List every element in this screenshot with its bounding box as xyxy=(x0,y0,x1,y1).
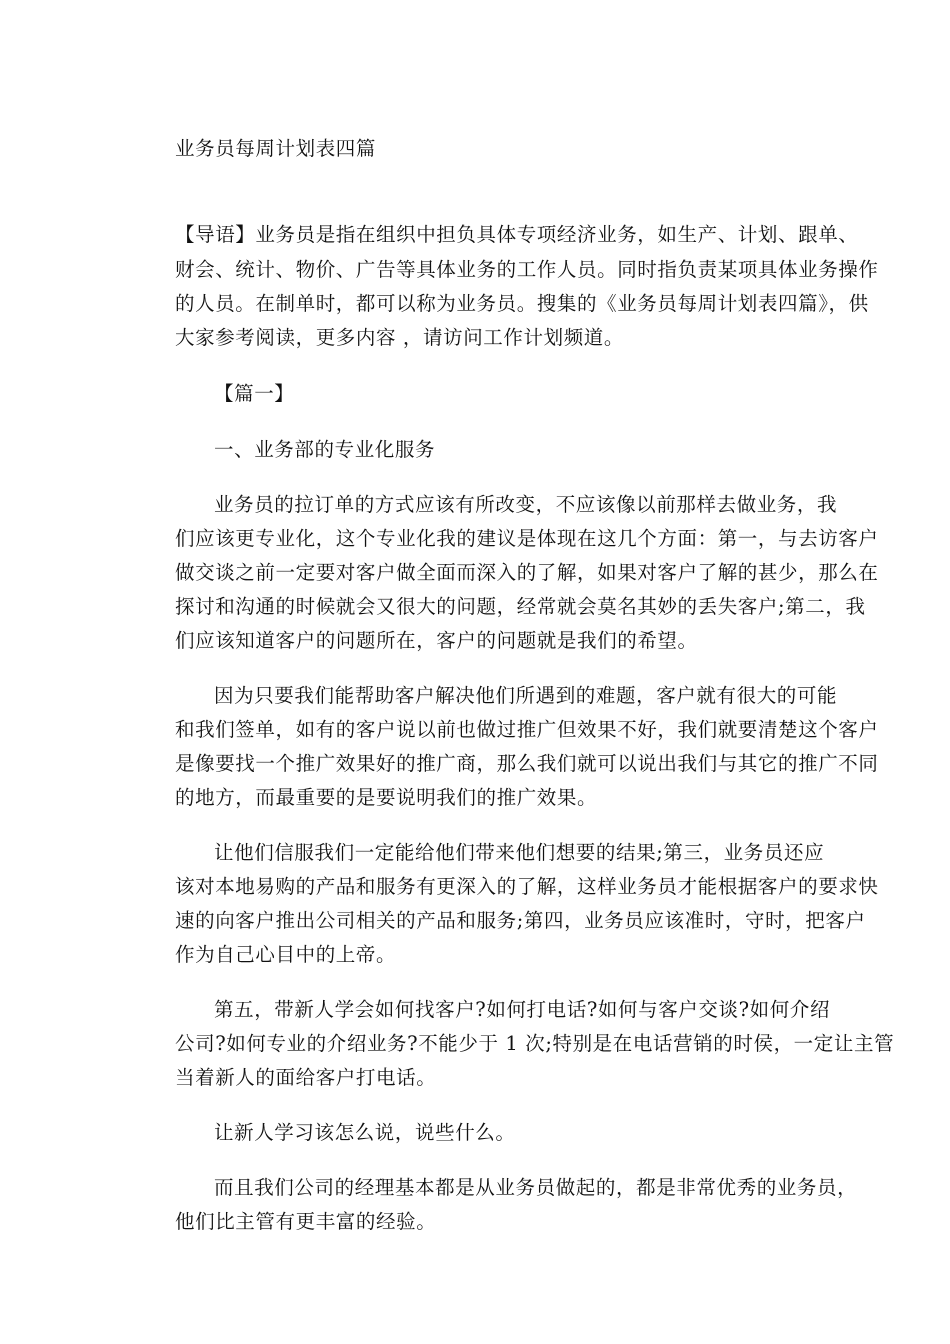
paragraph-line: 第五，带新人学会如何找客户?如何打电话?如何与客户交谈?如何介绍 xyxy=(214,998,831,1021)
paragraph-line: 探讨和沟通的时候就会又很大的问题，经常就会莫名其妙的丢失客户;第二，我 xyxy=(175,595,866,618)
paragraph-line: 该对本地易购的产品和服务有更深入的了解，这样业务员才能根据客户的要求快 xyxy=(175,875,879,898)
paragraph-line: 他们比主管有更丰富的经验。 xyxy=(175,1210,437,1233)
paragraph-line: 们应该更专业化，这个专业化我的建议是体现在这几个方面：第一，与去访客户 xyxy=(175,527,879,550)
paragraph-line: 作为自己心目中的上帝。 xyxy=(175,943,397,966)
document-title: 业务员每周计划表四篇 xyxy=(175,137,377,160)
intro-line: 大家参考阅读，更多内容 ，请访问工作计划频道。 xyxy=(175,326,624,349)
paragraph-line: 让新人学习该怎么说，说些什么。 xyxy=(214,1121,516,1144)
paragraph-line: 让他们信服我们一定能给他们带来他们想要的结果;第三，业务员还应 xyxy=(214,841,825,864)
paragraph-line: 公司?如何专业的介绍业务?不能少于 1 次;特别是在电话营销的时侯，一定让主管 xyxy=(175,1032,895,1055)
section-subheading: 一、业务部的专业化服务 xyxy=(214,438,436,461)
paragraph-line: 是像要找一个推广效果好的推广商，那么我们就可以说出我们与其它的推广不同 xyxy=(175,752,879,775)
paragraph-line: 速的向客户推出公司相关的产品和服务;第四，业务员应该准时，守时，把客户 xyxy=(175,909,866,932)
paragraph-line: 们应该知道客户的问题所在，客户的问题就是我们的希望。 xyxy=(175,629,698,652)
paragraph-line: 业务员的拉订单的方式应该有所改变，不应该像以前那样去做业务，我 xyxy=(214,493,838,516)
paragraph-line: 因为只要我们能帮助客户解决他们所遇到的难题，客户就有很大的可能 xyxy=(214,684,838,707)
paragraph-line: 和我们签单，如有的客户说以前也做过推广但效果不好，我们就要清楚这个客户 xyxy=(175,718,879,741)
paragraph-line: 的地方，而最重要的是要说明我们的推广效果。 xyxy=(175,786,598,809)
paragraph-line: 当着新人的面给客户打电话。 xyxy=(175,1066,437,1089)
intro-line: 【导语】业务员是指在组织中担负具体专项经济业务，如生产、计划、跟单、 xyxy=(175,223,859,246)
intro-line: 的人员。在制单时，都可以称为业务员。搜集的《业务员每周计划表四篇》，供 xyxy=(175,292,869,315)
intro-line: 财会、统计、物价、广告等具体业务的工作人员。同时指负责某项具体业务操作 xyxy=(175,258,879,281)
section-label: 【篇一】 xyxy=(214,382,295,405)
paragraph-line: 做交谈之前一定要对客户做全面而深入的了解，如果对客户了解的甚少，那么在 xyxy=(175,561,879,584)
paragraph-line: 而且我们公司的经理基本都是从业务员做起的，都是非常优秀的业务员， xyxy=(214,1176,858,1199)
